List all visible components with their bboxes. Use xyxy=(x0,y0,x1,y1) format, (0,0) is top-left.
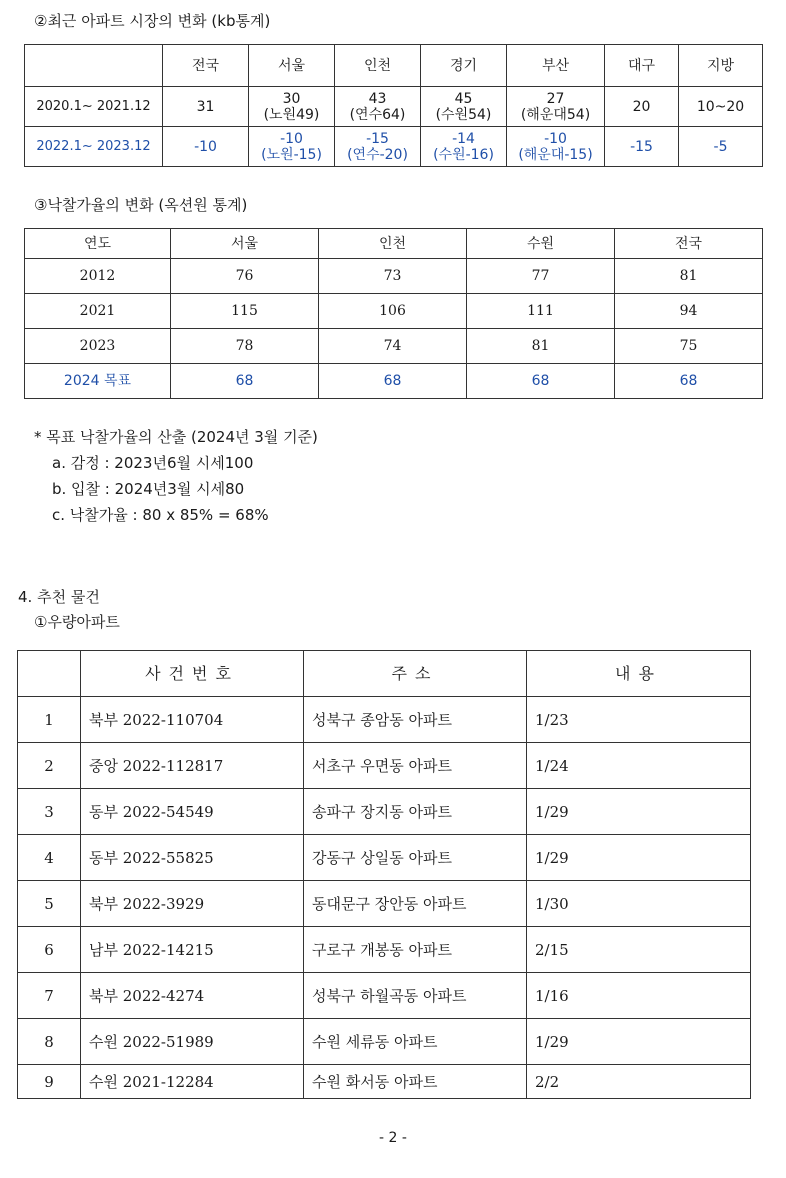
notes-item: a. 감정 : 2023년6월 시세100 xyxy=(52,454,254,472)
table-row xyxy=(18,835,751,881)
market-change-table xyxy=(24,44,763,167)
row-index: 6 xyxy=(18,927,81,973)
cell xyxy=(421,87,507,127)
table-row xyxy=(18,697,751,743)
table-row xyxy=(25,294,763,329)
content-date: 2/2 xyxy=(527,1065,751,1099)
content-date: 1/24 xyxy=(527,743,751,789)
cell: 106 xyxy=(319,294,467,329)
cell: 74 xyxy=(319,329,467,364)
cell xyxy=(249,127,335,167)
cell xyxy=(507,127,605,167)
cell-sub: (해운대54) xyxy=(520,106,591,123)
corner-cell xyxy=(25,45,163,87)
address: 성북구 하월곡동 아파트 xyxy=(304,973,527,1019)
cell: 111 xyxy=(467,294,615,329)
row-index: 7 xyxy=(18,973,81,1019)
table-row xyxy=(18,973,751,1019)
table-row xyxy=(18,927,751,973)
cell-main: -10 xyxy=(280,130,303,147)
content-date: 2/15 xyxy=(527,927,751,973)
address: 수원 세류동 아파트 xyxy=(304,1019,527,1065)
col-header: 전국 xyxy=(615,229,763,259)
col-header: 대구 xyxy=(605,45,679,87)
table-row xyxy=(18,1019,751,1065)
year-cell: 2012 xyxy=(25,259,171,294)
content-date: 1/29 xyxy=(527,835,751,881)
recommended-properties-table xyxy=(17,650,751,1099)
cell: 76 xyxy=(171,259,319,294)
row-index: 3 xyxy=(18,789,81,835)
row-index: 9 xyxy=(18,1065,81,1099)
address: 강동구 상일동 아파트 xyxy=(304,835,527,881)
address: 구로구 개봉동 아파트 xyxy=(304,927,527,973)
cell-main: 27 xyxy=(546,90,565,107)
case-number: 동부 2022-54549 xyxy=(81,789,304,835)
row-index: 8 xyxy=(18,1019,81,1065)
col-header: 수원 xyxy=(467,229,615,259)
cell: 68 xyxy=(319,364,467,399)
cell: 75 xyxy=(615,329,763,364)
cell xyxy=(507,87,605,127)
col-header: 서울 xyxy=(249,45,335,87)
address: 수원 화서동 아파트 xyxy=(304,1065,527,1099)
content-date: 1/29 xyxy=(527,1019,751,1065)
col-header: 주소 xyxy=(304,651,527,697)
table-row xyxy=(18,789,751,835)
col-header: 부산 xyxy=(507,45,605,87)
address: 서초구 우면동 아파트 xyxy=(304,743,527,789)
cell: 78 xyxy=(171,329,319,364)
cell-main: -10 xyxy=(544,130,567,147)
table-row xyxy=(25,364,763,399)
cell: 68 xyxy=(467,364,615,399)
address: 성북구 종암동 아파트 xyxy=(304,697,527,743)
row-label: 2020.1~ 2021.12 xyxy=(25,87,163,127)
case-number: 북부 2022-3929 xyxy=(81,881,304,927)
section2-heading: ②최근 아파트 시장의 변화 (kb통계) xyxy=(34,12,271,30)
cell: 115 xyxy=(171,294,319,329)
cell: 68 xyxy=(171,364,319,399)
cell-main: 30 xyxy=(282,90,301,107)
cell: 81 xyxy=(615,259,763,294)
cell-main: -14 xyxy=(452,130,475,147)
cell xyxy=(679,127,763,167)
cell-sub: (수원-16) xyxy=(433,146,494,163)
table-row xyxy=(25,87,763,127)
table-row xyxy=(18,743,751,789)
col-header: 서울 xyxy=(171,229,319,259)
row-index: 2 xyxy=(18,743,81,789)
cell xyxy=(163,87,249,127)
cell: 94 xyxy=(615,294,763,329)
case-number: 수원 2022-51989 xyxy=(81,1019,304,1065)
case-number: 북부 2022-110704 xyxy=(81,697,304,743)
year-cell: 2023 xyxy=(25,329,171,364)
winning-bid-rate-table xyxy=(24,228,763,399)
case-number: 동부 2022-55825 xyxy=(81,835,304,881)
col-header: 전국 xyxy=(163,45,249,87)
cell-main: -15 xyxy=(630,138,653,155)
table-row xyxy=(18,881,751,927)
cell xyxy=(249,87,335,127)
col-header: 사건번호 xyxy=(81,651,304,697)
address: 동대문구 장안동 아파트 xyxy=(304,881,527,927)
cell-sub: (연수-20) xyxy=(347,146,408,163)
cell: 77 xyxy=(467,259,615,294)
col-header: 인천 xyxy=(335,45,421,87)
notes-title: * 목표 낙찰가율의 산출 (2024년 3월 기준) xyxy=(34,428,318,446)
cell-main: 31 xyxy=(196,98,215,115)
cell: 68 xyxy=(615,364,763,399)
table-row xyxy=(25,329,763,364)
case-number: 남부 2022-14215 xyxy=(81,927,304,973)
case-number: 수원 2021-12284 xyxy=(81,1065,304,1099)
page-number: - 2 - xyxy=(379,1130,407,1146)
cell-sub: (해운대-15) xyxy=(518,146,593,163)
cell xyxy=(679,87,763,127)
case-number: 중앙 2022-112817 xyxy=(81,743,304,789)
cell-main: -10 xyxy=(194,138,217,155)
cell xyxy=(421,127,507,167)
cell-main: -15 xyxy=(366,130,389,147)
row-index: 1 xyxy=(18,697,81,743)
col-header: 연도 xyxy=(25,229,171,259)
content-date: 1/30 xyxy=(527,881,751,927)
cell-sub: (수원54) xyxy=(435,106,492,123)
cell-sub: (노원-15) xyxy=(261,146,322,163)
content-date: 1/16 xyxy=(527,973,751,1019)
cell: 73 xyxy=(319,259,467,294)
cell xyxy=(335,87,421,127)
case-number: 북부 2022-4274 xyxy=(81,973,304,1019)
cell: 81 xyxy=(467,329,615,364)
col-header: 지방 xyxy=(679,45,763,87)
col-header: 인천 xyxy=(319,229,467,259)
content-date: 1/23 xyxy=(527,697,751,743)
index-header xyxy=(18,651,81,697)
cell-main: -5 xyxy=(713,138,728,155)
section4-subheading: ①우량아파트 xyxy=(34,613,120,631)
row-label: 2022.1~ 2023.12 xyxy=(25,127,163,167)
cell-main: 45 xyxy=(454,90,473,107)
content-date: 1/29 xyxy=(527,789,751,835)
section4-heading: 4. 추천 물건 xyxy=(18,588,100,606)
cell xyxy=(163,127,249,167)
year-cell: 2024 목표 xyxy=(25,364,171,399)
col-header: 내용 xyxy=(527,651,751,697)
table-row xyxy=(25,127,763,167)
cell xyxy=(605,127,679,167)
year-cell: 2021 xyxy=(25,294,171,329)
cell-sub: (노원49) xyxy=(263,106,320,123)
table-row xyxy=(25,259,763,294)
cell-sub: (연수64) xyxy=(349,106,406,123)
cell xyxy=(605,87,679,127)
cell-main: 10~20 xyxy=(696,98,745,115)
notes-item: b. 입찰 : 2024년3월 시세80 xyxy=(52,480,245,498)
cell-main: 43 xyxy=(368,90,387,107)
table-row xyxy=(18,1065,751,1099)
section3-heading: ③낙찰가율의 변화 (옥션원 통계) xyxy=(34,196,248,214)
notes-item: c. 낙찰가율 : 80 x 85% = 68% xyxy=(52,506,269,524)
cell-main: 20 xyxy=(632,98,651,115)
cell xyxy=(335,127,421,167)
address: 송파구 장지동 아파트 xyxy=(304,789,527,835)
row-index: 4 xyxy=(18,835,81,881)
col-header: 경기 xyxy=(421,45,507,87)
row-index: 5 xyxy=(18,881,81,927)
